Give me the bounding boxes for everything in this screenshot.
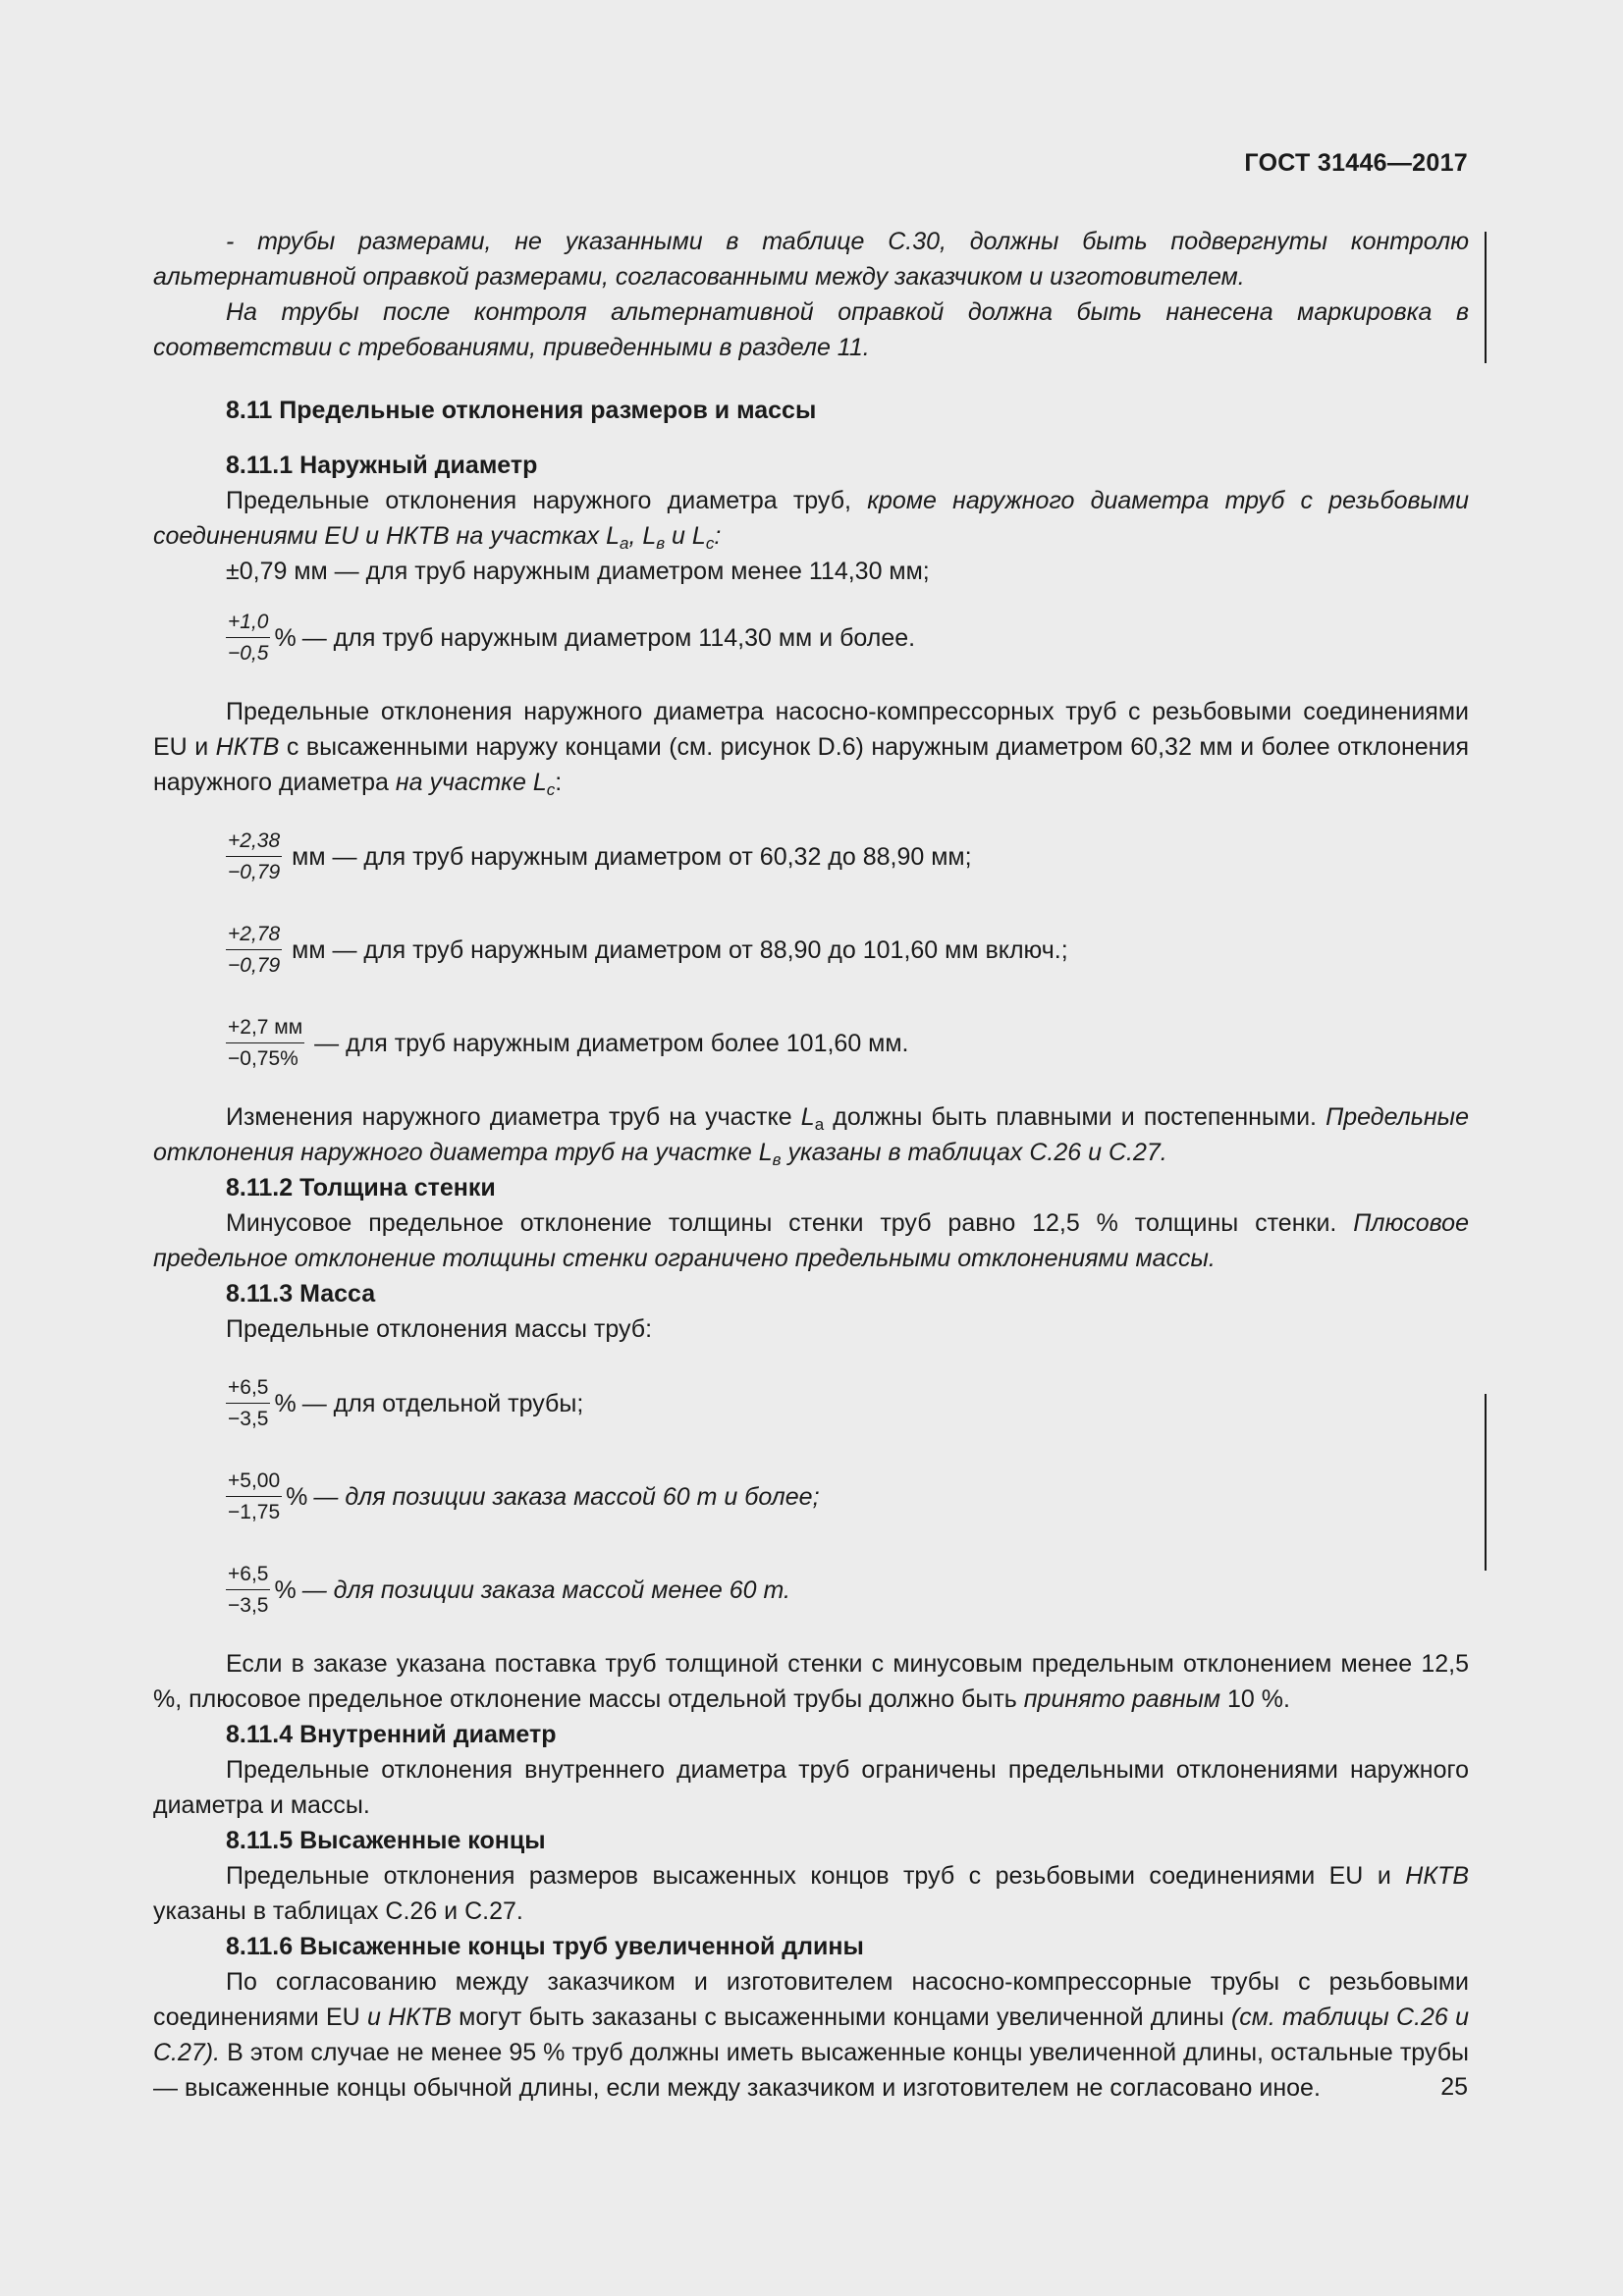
subsection-heading: 8.11.4 Внутренний диаметр (226, 1721, 557, 1748)
subsection-heading: 8.11.3 Масса (226, 1280, 376, 1308)
subsection-heading: 8.11.5 Высаженные концы (226, 1827, 546, 1854)
paragraph: Предельные отклонения размеров высаженных концов труб с резьбовыми соединениями EU и НКТВ указаны в таблицах С.26 и С.27. (153, 1862, 1469, 1925)
subsection-heading: 8.11.1 Наружный диаметр (226, 452, 538, 479)
paragraph: Предельные отклонения внутреннего диаметра труб ограничены предельными отклонениями наружного диаметра и массы. (153, 1756, 1469, 1819)
subsection-heading: 8.11.2 Толщина стенки (226, 1174, 496, 1201)
revision-bar (1485, 1394, 1487, 1571)
tolerance-formula: $\frac{+2,7 мм}{-0,75\%}$ — для труб наружным диаметром более 101,60 мм. (228, 1016, 909, 1070)
tolerance-formula: $\frac{+1,0}{-0,5}$ % — для труб наружным диаметром 114,30 мм и более. (228, 611, 916, 665)
tolerance-line: ±0,79 мм — для труб наружным диаметром менее 114,30 мм; (226, 558, 930, 585)
document-code: ГОСТ 31446—2017 (1244, 149, 1468, 177)
paragraph: Изменения наружного диаметра труб на участке $L_а$ должны быть плавными и постепенными. Предельные отклонения наружного диаметра труб на участке $L_в$ указаны в таблицах С.26 и С.27. (153, 1103, 1469, 1169)
intro-paragraph: На трубы после контроля альтернативной оправкой должна быть нанесена маркировка в соответствии с требованиями, приведенными в разделе 11. (153, 298, 1469, 361)
revision-bar (1485, 232, 1487, 363)
paragraph: По согласованию между заказчиком и изготовителем насосно-компрессорные трубы с резьбовыми соединениями EU и НКТВ могут быть заказаны с высаженными концами увеличенной длины (см. таблицы С.26 и С.27). В этом случае не менее 95 % труб должны иметь высаженные концы увеличенной длины, остальные трубы — высаженные концы обычной длины, если между заказчиком и изготовителем не согласовано иное. (153, 1968, 1469, 2102)
tolerance-formula: $\frac{+6,5}{-3,5}$ % — для отдельной трубы; (228, 1376, 584, 1430)
intro-paragraph: - трубы размерами, не указанными в таблице С.30, должны быть подвергнуты контролю альтернативной оправкой размерами, согласованными между заказчиком и изготовителем. (153, 228, 1469, 291)
tolerance-formula: $\frac{+6,5}{-3,5}$ % — для позиции заказа массой менее 60 т. (228, 1563, 791, 1617)
subsection-heading: 8.11.6 Высаженные концы труб увеличенной длины (226, 1933, 864, 1960)
tolerance-formula: $\frac{+5,00}{-1,75}$ % — для позиции заказа массой 60 т и более; (228, 1469, 820, 1523)
page-number: 25 (1440, 2073, 1468, 2101)
main-content (153, 224, 1469, 2106)
tolerance-formula: $\frac{+2,78}{-0,79}$ мм — для труб наружным диаметром от 88,90 до 101,60 мм включ.; (228, 923, 1068, 977)
paragraph: Минусовое предельное отклонение толщины стенки труб равно 12,5 % толщины стенки. Плюсовое предельное отклонение толщины стенки ограничено предельными отклонениями массы. (153, 1209, 1469, 1272)
paragraph: Если в заказе указана поставка труб толщиной стенки с минусовым предельным отклонением менее 12,5 %, плюсовое предельное отклонение массы отдельной трубы должно быть принято равным 10 %. (153, 1650, 1469, 1713)
paragraph: Предельные отклонения наружного диаметра труб, кроме наружного диаметра труб с резьбовыми соединениями EU и НКТВ на участках $L_а$, $L_в$ и $L_с$: (153, 487, 1469, 553)
paragraph: Предельные отклонения массы труб: (226, 1315, 653, 1343)
section-heading: 8.11 Предельные отклонения размеров и массы (226, 397, 817, 424)
tolerance-formula: $\frac{+2,38}{-0,79}$ мм — для труб наружным диаметром от 60,32 до 88,90 мм; (228, 829, 972, 883)
paragraph: Предельные отклонения наружного диаметра насосно-компрессорных труб с резьбовыми соединениями EU и НКТВ с высаженными наружу концами (см. рисунок D.6) наружным диаметром 60,32 мм и более отклонения наружного диаметра на участке $L_с$: (153, 698, 1469, 799)
